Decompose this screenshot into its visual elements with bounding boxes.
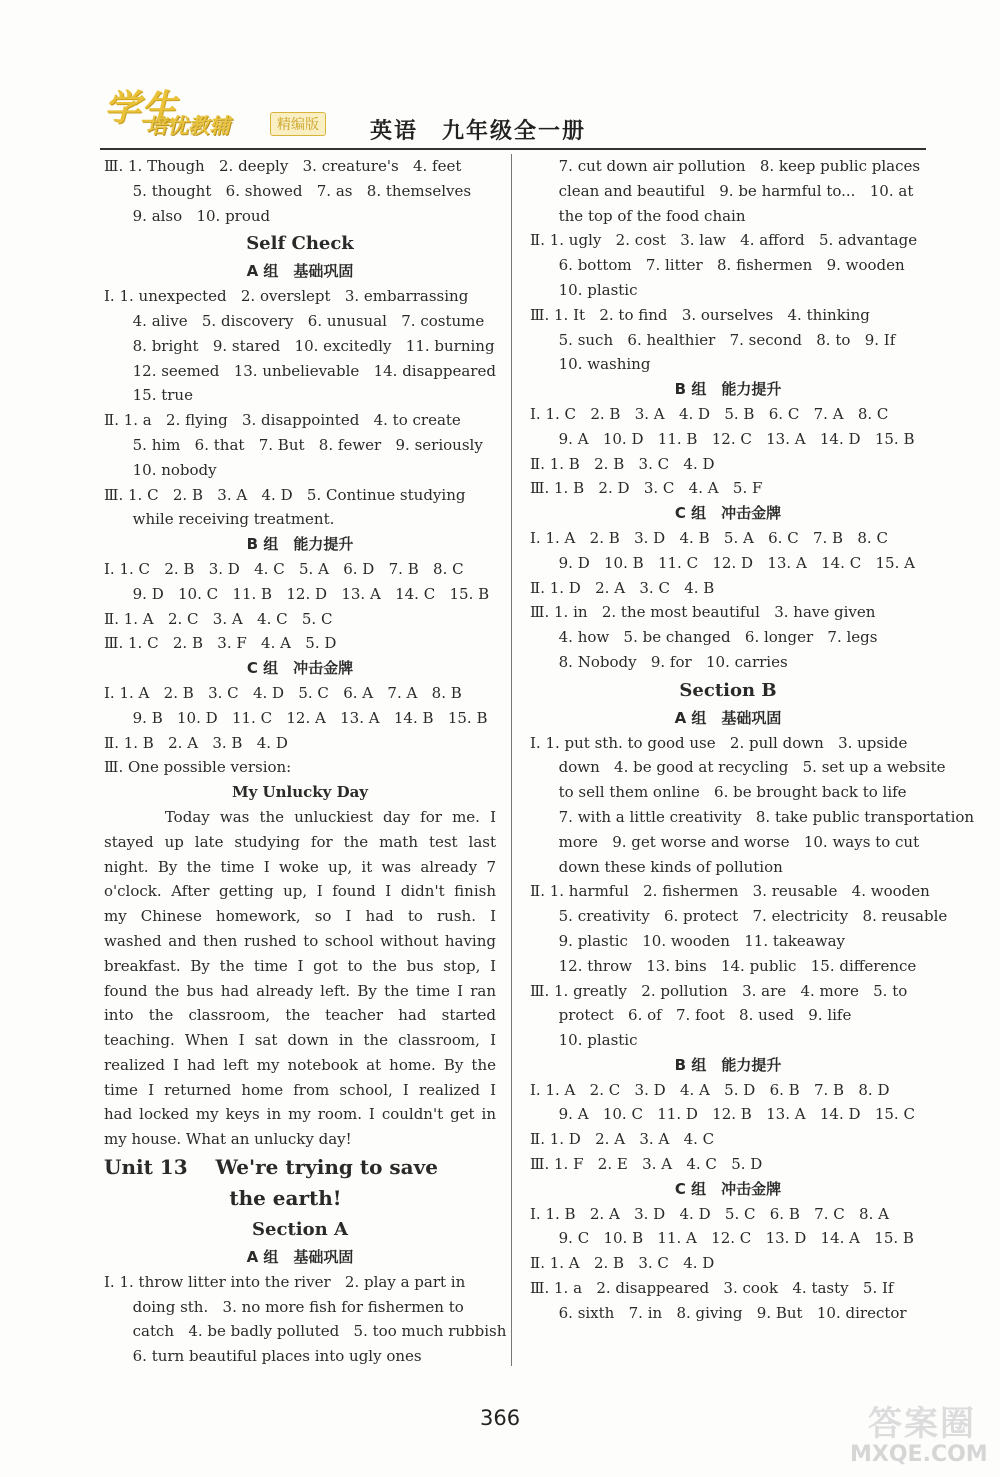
answer-line: Ⅲ. 1. C 2. B 3. A 4. D 5. Continue studying: [104, 485, 466, 504]
answer-line: 10. plastic: [530, 1031, 638, 1050]
answer-line: 8. bright 9. stared 10. excitedly 11. burning: [104, 336, 495, 355]
answer-line: 5. him 6. that 7. But 8. fewer 9. seriously: [104, 435, 483, 454]
answer-line: Ⅲ. 1. a 2. disappeared 3. cook 4. tasty 5. If: [530, 1279, 894, 1298]
section-heading: Section A: [252, 1219, 348, 1241]
group-heading: B 组 能力提升: [674, 380, 782, 399]
answer-line: Ⅲ. 1. in 2. the most beautiful 3. have given: [530, 603, 876, 622]
answer-line: Ⅱ. 1. B 2. B 3. C 4. D: [530, 454, 715, 473]
essay-title: My Unlucky Day: [231, 783, 369, 802]
answer-line: 9. B 10. D 11. C 12. A 13. A 14. B 15. B: [104, 708, 488, 727]
section-heading: Self Check: [246, 233, 354, 255]
answer-line: 7. cut down air pollution 8. keep public places: [530, 157, 921, 175]
answer-line: 10. washing: [530, 355, 651, 374]
unit-title: the earth!: [104, 1186, 342, 1211]
answer-line: 9. C 10. B 11. A 12. C 13. D 14. A 15. B: [530, 1229, 914, 1248]
group-heading: A 组 基础巩固: [246, 262, 354, 281]
answer-line: 9. D 10. B 11. C 12. D 13. A 14. C 15. A: [530, 553, 915, 572]
essay-line: into the classroom, the teacher had started: [104, 1006, 496, 1025]
answer-line: 10. plastic: [530, 280, 638, 299]
answer-line: 12. seemed 13. unbelievable 14. disappeared: [104, 361, 496, 380]
answer-line: Ⅰ. 1. unexpected 2. overslept 3. embarrassing: [104, 287, 469, 306]
page-title: 英语 九年级全一册: [370, 119, 587, 144]
logo-sub-text: 培优教辅: [146, 114, 230, 138]
answer-line: Ⅲ. 1. F 2. E 3. A 4. C 5. D: [530, 1155, 763, 1174]
section-heading: Section B: [679, 679, 777, 701]
answer-line: Ⅱ. 1. a 2. flying 3. disappointed 4. to create: [104, 411, 461, 430]
answer-line: Ⅱ. 1. A 2. C 3. A 4. C 5. C: [104, 609, 333, 628]
essay-line: washed and then rushed to school without having: [104, 931, 496, 950]
watermark-text: 答案圈: [868, 1404, 976, 1444]
answer-line: Ⅲ. One possible version:: [104, 758, 292, 777]
answer-line: protect 6. of 7. foot 8. used 9. life: [530, 1006, 852, 1025]
answer-line: 5. thought 6. showed 7. as 8. themselves: [104, 181, 472, 200]
answer-line: Ⅰ. 1. A 2. B 3. C 4. D 5. C 6. A 7. A 8. B: [104, 683, 462, 702]
header-rule: [100, 148, 926, 150]
group-heading: C 组 冲击金牌: [246, 659, 354, 678]
answer-line: 9. also 10. proud: [104, 206, 271, 225]
unit-title: Unit 13 We're trying to save: [104, 1155, 438, 1180]
logo-main-text: 学生: [104, 88, 179, 129]
answer-line: Ⅲ. 1. C 2. B 3. F 4. A 5. D: [104, 634, 337, 653]
group-heading: C 组 冲击金牌: [674, 1179, 782, 1198]
answer-line: Ⅰ. 1. put sth. to good use 2. pull down 3. upside: [530, 733, 908, 752]
answer-line: Ⅲ. 1. It 2. to find 3. ourselves 4. thinking: [530, 305, 870, 324]
essay-line: my house. What an unlucky day!: [104, 1130, 352, 1149]
answer-line: Ⅰ. 1. throw litter into the river 2. play a part in: [104, 1272, 466, 1291]
answer-line: 5. such 6. healthier 7. second 8. to 9. If: [530, 330, 896, 349]
answer-line: Ⅰ. 1. B 2. A 3. D 4. D 5. C 6. B 7. C 8. A: [530, 1204, 889, 1223]
answer-line: 8. Nobody 9. for 10. carries: [530, 652, 788, 671]
answer-line: the top of the food chain: [530, 206, 746, 225]
group-heading: A 组 基础巩固: [246, 1248, 354, 1267]
group-heading: A 组 基础巩固: [674, 708, 782, 727]
publisher-logo: [100, 74, 345, 138]
answer-line: 6. bottom 7. litter 8. fishermen 9. wooden: [530, 256, 905, 275]
logo-edition-tag: 精编版: [270, 112, 326, 136]
answer-line: doing sth. 3. no more fish for fishermen to: [104, 1297, 464, 1316]
answer-line: down these kinds of pollution: [530, 857, 783, 876]
group-heading: B 组 能力提升: [246, 535, 354, 554]
answer-line: Ⅰ. 1. C 2. B 3. A 4. D 5. B 6. C 7. A 8. C: [530, 404, 889, 423]
answer-line: clean and beautiful 9. be harmful to... 10. at: [530, 181, 914, 200]
essay-line: realized I had left my notebook at home. By the: [104, 1055, 496, 1074]
answer-line: Ⅱ. 1. harmful 2. fishermen 3. reusable 4. wooden: [530, 882, 930, 901]
essay-line: my Chinese homework, so I had to rush. I: [104, 907, 496, 926]
answer-line: Ⅰ. 1. A 2. C 3. D 4. A 5. D 6. B 7. B 8. D: [530, 1080, 890, 1099]
essay-line: teaching. When I sat down in the classroom, I: [104, 1031, 496, 1050]
answer-line: more 9. get worse and worse 10. ways to cut: [530, 832, 920, 851]
answer-line: 9. A 10. D 11. B 12. C 13. A 14. D 15. B: [530, 429, 915, 448]
answer-line: 9. plastic 10. wooden 11. takeaway: [530, 931, 845, 950]
essay-line: breakfast. By the time I got to the bus stop, I: [104, 956, 496, 975]
essay-line: time I returned home from school, I realized I: [104, 1080, 496, 1099]
answer-line: Ⅱ. 1. A 2. B 3. C 4. D: [530, 1254, 715, 1273]
answer-line: 6. sixth 7. in 8. giving 9. But 10. director: [530, 1303, 907, 1322]
answer-line: to sell them online 6. be brought back to life: [530, 783, 907, 802]
column-divider: [511, 154, 512, 1366]
answer-line: Ⅲ. 1. greatly 2. pollution 3. are 4. more 5. to: [530, 981, 908, 1000]
answer-line: Ⅲ. 1. B 2. D 3. C 4. A 5. F: [530, 479, 763, 498]
answer-line: down 4. be good at recycling 5. set up a website: [530, 758, 946, 777]
right-answer-column: [530, 154, 975, 1326]
answer-line: 7. with a little creativity 8. take public transportation: [530, 807, 975, 826]
essay-line: o'clock. After getting up, I found I didn't finish: [104, 882, 496, 901]
watermark-url: MXQE.COM: [850, 1442, 988, 1467]
answer-line: 9. D 10. C 11. B 12. D 13. A 14. C 15. B: [104, 584, 490, 603]
answer-line: Ⅲ. 1. Though 2. deeply 3. creature's 4. feet: [104, 157, 462, 175]
answer-line: Ⅱ. 1. ugly 2. cost 3. law 4. afford 5. advantage: [530, 231, 918, 250]
answer-line: 4. how 5. be changed 6. longer 7. legs: [530, 628, 878, 647]
answer-line: Ⅱ. 1. D 2. A 3. C 4. B: [530, 578, 715, 597]
essay-line: stayed up late studying for the math test last: [104, 832, 496, 851]
group-heading: C 组 冲击金牌: [674, 504, 782, 523]
answer-line: 15. true: [104, 386, 193, 405]
essay-line: had locked my keys in my room. I couldn't get in: [104, 1105, 496, 1124]
answer-line: 5. creativity 6. protect 7. electricity 8. reusable: [530, 907, 948, 926]
answer-line: 6. turn beautiful places into ugly ones: [104, 1347, 422, 1366]
answer-line: 9. A 10. C 11. D 12. B 13. A 14. D 15. C: [530, 1105, 915, 1124]
essay-line: Today was the unluckiest day for me. I: [104, 807, 496, 826]
answer-line: catch 4. be badly polluted 5. too much rubbish: [104, 1322, 507, 1341]
answer-line: Ⅰ. 1. C 2. B 3. D 4. C 5. A 6. D 7. B 8. C: [104, 559, 464, 578]
group-heading: B 组 能力提升: [674, 1055, 782, 1074]
answer-line: 12. throw 13. bins 14. public 15. difference: [530, 956, 917, 975]
answer-line: Ⅰ. 1. A 2. B 3. D 4. B 5. A 6. C 7. B 8. C: [530, 528, 888, 547]
answer-line: Ⅱ. 1. B 2. A 3. B 4. D: [104, 733, 288, 752]
page-number: 366: [480, 1406, 521, 1430]
essay-line: found the bus had already left. By the time I ran: [104, 981, 496, 1000]
essay-line: night. By the time I woke up, it was already 7: [104, 857, 496, 876]
left-answer-column: [104, 154, 507, 1369]
site-watermark: [850, 1396, 990, 1474]
answer-line: while receiving treatment.: [104, 510, 335, 529]
answer-line: 4. alive 5. discovery 6. unusual 7. costume: [104, 311, 485, 330]
answer-line: Ⅱ. 1. D 2. A 3. A 4. C: [530, 1130, 715, 1149]
answer-line: 10. nobody: [104, 460, 217, 479]
